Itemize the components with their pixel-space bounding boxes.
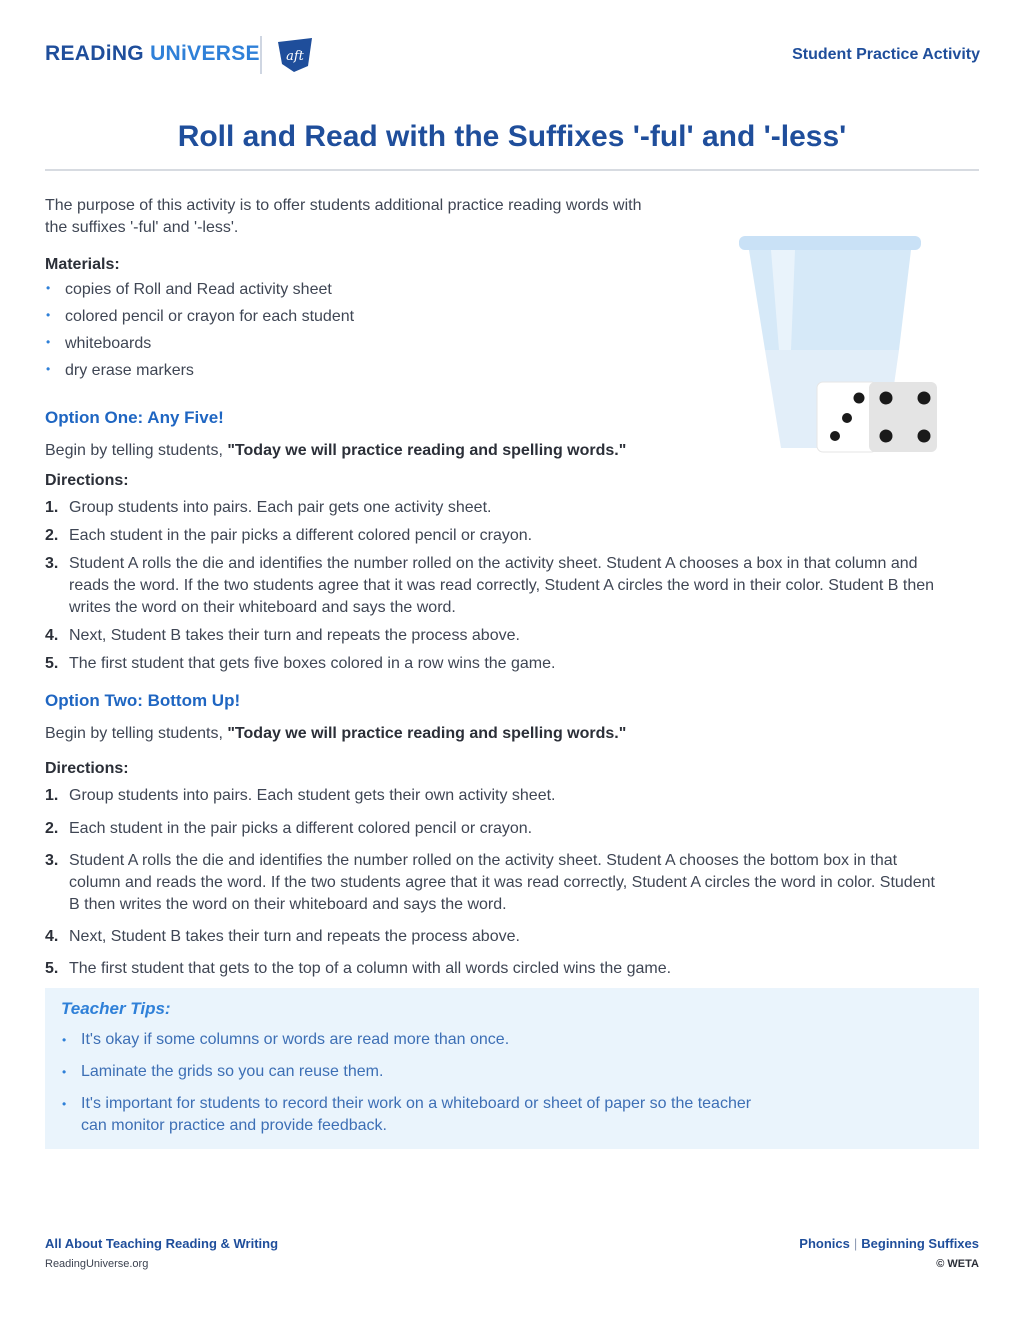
footer-category-separator: | [853, 1236, 858, 1251]
option-one-steps [45, 497, 945, 675]
step-item [45, 850, 950, 916]
reading-universe-logo [45, 42, 260, 66]
page-title: Roll and Read with the Suffixes '-ful' and '-less' [177, 120, 847, 153]
step-text: Student A rolls the die and identifies the number rolled on the activity sheet. Student A chooses the bottom box in that column and reads the word. If the two students agree that it was read correctly, Student A circles the word in color. Student B then writes the word on their whiteboard and says the word. [69, 852, 935, 913]
option-two-steps [45, 785, 950, 980]
option-two-intro-quote: "Today we will practice reading and spelling words." [227, 725, 627, 742]
title-divider [45, 169, 979, 171]
step-text: Group students into pairs. Each pair gets one activity sheet. [69, 499, 492, 516]
step-item [45, 525, 945, 547]
step-item [45, 785, 950, 807]
step-item [45, 926, 950, 948]
step-number: 5. [45, 960, 59, 977]
option-one-directions-label: Directions: [45, 472, 129, 489]
step-number: 3. [45, 852, 59, 869]
footer-series-title: All About Teaching Reading & Writing [45, 1236, 279, 1251]
logo-part1: READiNG [45, 42, 151, 65]
step-number: 4. [45, 627, 59, 644]
cup-and-die-illustration [735, 230, 945, 458]
materials-item: • copies of Roll and Read activity sheet [45, 281, 685, 308]
logo-part2: UNiVERSE [150, 42, 260, 65]
step-item [45, 625, 945, 647]
step-text: Each student in the pair picks a different colored pencil or crayon. [69, 820, 533, 837]
step-item [45, 553, 945, 619]
step-number: 1. [45, 787, 59, 804]
intro-paragraph: The purpose of this activity is to offer students additional practice reading words with the suffixes '-ful' and '-less'. [45, 197, 642, 236]
option-one-intro-prefix: Begin by telling students, [45, 442, 228, 459]
teacher-tips-list [61, 1029, 821, 1137]
step-number: 5. [45, 655, 59, 672]
option-two-heading: Option Two: Bottom Up! [45, 691, 241, 710]
option-one-intro-quote: "Today we will practice reading and spelling words." [227, 442, 627, 459]
step-text: Next, Student B takes their turn and repeats the process above. [69, 928, 520, 945]
materials-label: Materials: [45, 256, 120, 273]
teacher-tip-item: • Laminate the grids so you can reuse them. [61, 1061, 821, 1083]
materials-item: • dry erase markers [45, 362, 685, 389]
step-text: Each student in the pair picks a different colored pencil or crayon. [69, 527, 533, 544]
step-text: Next, Student B takes their turn and repeats the process above. [69, 627, 520, 644]
footer-categories [799, 1236, 979, 1251]
materials-list [45, 281, 685, 389]
logo-divider [260, 36, 262, 74]
svg-text:aft: aft [286, 49, 304, 64]
footer-category-phonics: Phonics [799, 1236, 850, 1251]
option-two-intro-prefix: Begin by telling students, [45, 725, 228, 742]
step-number: 4. [45, 928, 59, 945]
footer-category-suffixes: Beginning Suffixes [861, 1236, 979, 1251]
materials-item: • whiteboards [45, 335, 685, 362]
step-number: 2. [45, 820, 59, 837]
step-text: Group students into pairs. Each student gets their own activity sheet. [69, 787, 556, 804]
option-one-heading: Option One: Any Five! [45, 408, 224, 427]
step-number: 1. [45, 499, 59, 516]
step-item [45, 818, 950, 840]
step-item [45, 653, 945, 675]
aft-logo-icon [274, 36, 316, 74]
teacher-tips-heading: Teacher Tips: [61, 999, 171, 1018]
step-number: 3. [45, 555, 59, 572]
footer-url: ReadingUniverse.org [45, 1258, 149, 1270]
option-two-intro [45, 723, 945, 745]
step-text: The first student that gets five boxes colored in a row wins the game. [69, 655, 556, 672]
option-two-directions-label: Directions: [45, 760, 129, 777]
option-one-intro [45, 440, 945, 462]
teacher-tip-item: • It's important for students to record their work on a whiteboard or sheet of paper so the teacher can monitor practice and provide feedback. [61, 1093, 781, 1137]
step-item [45, 497, 945, 519]
step-text: The first student that gets to the top of a column with all words circled wins the game. [69, 960, 672, 977]
teacher-tip-item: • It's okay if some columns or words are read more than once. [61, 1029, 821, 1051]
step-item [45, 958, 950, 980]
materials-item: • colored pencil or crayon for each student [45, 308, 685, 335]
step-text: Student A rolls the die and identifies the number rolled on the activity sheet. Student A chooses a box in that column and reads the word. If the two students agree that it was read correctly, Student A circles the word in their color. Student B then writes the word on their whiteboard and says the word. [69, 555, 935, 616]
student-practice-activity-tag: Student Practice Activity [792, 46, 980, 63]
footer-copyright: © WETA [936, 1258, 979, 1270]
step-number: 2. [45, 527, 59, 544]
